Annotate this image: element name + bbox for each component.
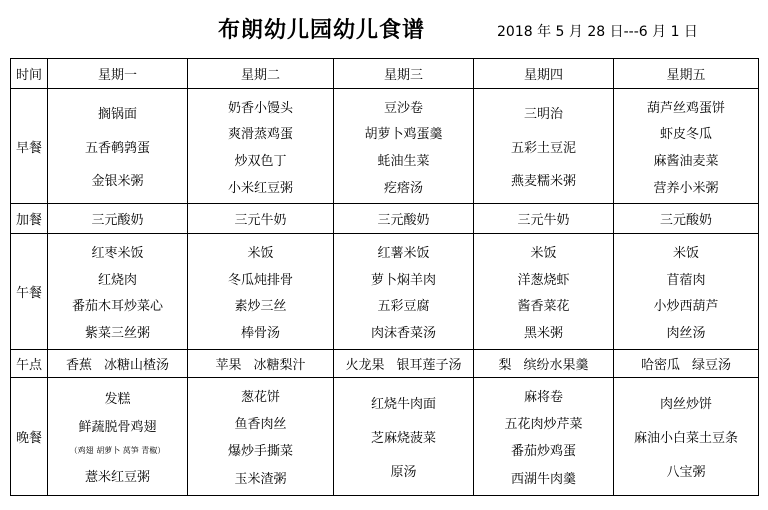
breakfast-wednesday bbox=[334, 89, 474, 204]
menu-item: 苜蓿肉 bbox=[666, 272, 706, 288]
menu-item: 蚝油生菜 bbox=[377, 153, 430, 169]
dinner-wednesday bbox=[334, 377, 474, 495]
menu-table bbox=[10, 58, 759, 496]
menu-item: 搁锅面 bbox=[97, 107, 137, 123]
menu-item: 冰糖山楂汤 bbox=[104, 357, 170, 373]
snack-thursday: 三元牛奶 bbox=[474, 204, 614, 234]
header-tuesday: 星期二 bbox=[188, 59, 334, 89]
menu-item: 红枣米饭 bbox=[91, 246, 144, 262]
menu-item: 素炒三丝 bbox=[234, 299, 287, 315]
snack-friday: 三元酸奶 bbox=[614, 204, 759, 234]
menu-item: 米饭 bbox=[247, 246, 274, 262]
menu-item: 玉米渣粥 bbox=[234, 471, 287, 487]
breakfast-thursday bbox=[474, 89, 614, 204]
menu-item: 虾皮冬瓜 bbox=[659, 127, 712, 143]
menu-item: 五彩土豆泥 bbox=[510, 140, 576, 156]
menu-item: 火龙果 bbox=[345, 357, 385, 373]
menu-item: 鱼香肉丝 bbox=[234, 417, 287, 433]
menu-item: 麻将卷 bbox=[523, 389, 563, 405]
date-range: 2018 年 5 月 28 日---6 月 1 日 bbox=[497, 24, 698, 40]
menu-item: 麻酱油麦菜 bbox=[653, 153, 719, 169]
menu-item: 棒骨汤 bbox=[240, 325, 280, 341]
menu-item: 香蕉 bbox=[65, 357, 92, 373]
menu-item: 芝麻烧菠菜 bbox=[370, 430, 436, 446]
menu-item: 绿豆汤 bbox=[692, 357, 732, 373]
row-label-lunch: 午餐 bbox=[11, 234, 48, 349]
menu-item: 肉丝汤 bbox=[666, 325, 706, 341]
row-label-dinner: 晚餐 bbox=[11, 377, 48, 495]
header-thursday: 星期四 bbox=[474, 59, 614, 89]
tea-monday bbox=[48, 349, 188, 377]
menu-item: 爽滑蒸鸡蛋 bbox=[227, 127, 293, 143]
header-friday: 星期五 bbox=[614, 59, 759, 89]
dinner-monday bbox=[48, 377, 188, 495]
tea-thursday bbox=[474, 349, 614, 377]
menu-item: 小米红豆粥 bbox=[227, 180, 293, 196]
menu-item: 番茄木耳炒菜心 bbox=[71, 299, 163, 315]
tea-friday bbox=[614, 349, 759, 377]
menu-item: 薏米红豆粥 bbox=[84, 470, 150, 486]
menu-item: 红烧肉 bbox=[97, 272, 137, 288]
lunch-friday bbox=[614, 234, 759, 349]
menu-item: 肉丝炒饼 bbox=[659, 396, 712, 412]
row-label-breakfast: 早餐 bbox=[11, 89, 48, 204]
menu-item: 肉沫香菜汤 bbox=[370, 325, 436, 341]
dinner-friday bbox=[614, 377, 759, 495]
menu-item: 黑米粥 bbox=[523, 325, 563, 341]
menu-item: 西湖牛肉羹 bbox=[510, 471, 576, 487]
menu-item: 五彩豆腐 bbox=[377, 299, 430, 315]
menu-item: 红薯米饭 bbox=[377, 246, 430, 262]
menu-item: 小炒西葫芦 bbox=[653, 299, 719, 315]
menu-item: 营养小米粥 bbox=[653, 180, 719, 196]
breakfast-tuesday bbox=[188, 89, 334, 204]
menu-item: 米饭 bbox=[530, 246, 557, 262]
lunch-row bbox=[11, 234, 759, 349]
header-wednesday: 星期三 bbox=[334, 59, 474, 89]
menu-item: 爆炒手撕菜 bbox=[227, 444, 293, 460]
menu-item: 红烧牛肉面 bbox=[370, 396, 436, 412]
menu-item: 葱花饼 bbox=[240, 389, 280, 405]
page-title: 布朗幼儿园幼儿食谱 bbox=[218, 18, 426, 43]
menu-item: 冰糖梨汁 bbox=[253, 357, 306, 373]
menu-item: 紫菜三丝粥 bbox=[84, 325, 150, 341]
menu-item: 金银米粥 bbox=[91, 174, 144, 189]
menu-item: 苹果 bbox=[215, 357, 242, 373]
menu-item: 炒双色丁 bbox=[234, 153, 287, 169]
lunch-tuesday bbox=[188, 234, 334, 349]
menu-item: 洋葱烧虾 bbox=[517, 272, 570, 288]
menu-item: 胡萝卜鸡蛋羹 bbox=[364, 127, 443, 143]
menu-item: 三明治 bbox=[523, 107, 563, 123]
snack-wednesday: 三元酸奶 bbox=[334, 204, 474, 234]
menu-item: 麻油小白菜土豆条 bbox=[633, 430, 738, 446]
menu-item: 梨 bbox=[498, 357, 512, 373]
breakfast-friday bbox=[614, 89, 759, 204]
header-time: 时间 bbox=[11, 59, 48, 89]
menu-item: 萝卜焖羊肉 bbox=[370, 272, 436, 288]
menu-item: 燕麦糯米粥 bbox=[510, 174, 576, 189]
tea-row bbox=[11, 349, 759, 377]
menu-item: 缤纷水果羹 bbox=[523, 357, 589, 373]
dinner-tuesday bbox=[188, 377, 334, 495]
menu-item: 葫芦丝鸡蛋饼 bbox=[646, 100, 725, 116]
menu-item: 哈密瓜 bbox=[640, 357, 680, 373]
menu-item: 米饭 bbox=[672, 246, 699, 262]
menu-item: 银耳莲子汤 bbox=[396, 357, 462, 373]
menu-item: 鲜蔬脱骨鸡翅 bbox=[78, 420, 157, 436]
menu-item: 奶香小馒头 bbox=[227, 100, 293, 116]
menu-item: 酱香菜花 bbox=[517, 299, 570, 315]
lunch-wednesday bbox=[334, 234, 474, 349]
menu-item: 八宝粥 bbox=[666, 464, 706, 480]
row-label-snack: 加餐 bbox=[11, 204, 48, 234]
snack-tuesday: 三元牛奶 bbox=[188, 204, 334, 234]
snack-monday: 三元酸奶 bbox=[48, 204, 188, 234]
menu-item: 冬瓜炖排骨 bbox=[227, 272, 293, 288]
snack-row bbox=[11, 204, 759, 234]
menu-item: 发糕 bbox=[104, 391, 131, 407]
header-monday: 星期一 bbox=[48, 59, 188, 89]
dinner-row bbox=[11, 377, 759, 495]
ingredient-note: （鸡翅 胡萝卜 莴笋 青椒） bbox=[69, 446, 166, 456]
tea-wednesday bbox=[334, 349, 474, 377]
menu-item: 豆沙卷 bbox=[383, 100, 423, 116]
menu-item: 原汤 bbox=[390, 464, 417, 480]
lunch-monday bbox=[48, 234, 188, 349]
lunch-thursday bbox=[474, 234, 614, 349]
menu-item: 五香鹌鹑蛋 bbox=[84, 140, 150, 156]
breakfast-row bbox=[11, 89, 759, 204]
menu-item: 疙瘩汤 bbox=[383, 180, 423, 196]
tea-tuesday bbox=[188, 349, 334, 377]
header-row bbox=[11, 59, 759, 89]
dinner-thursday bbox=[474, 377, 614, 495]
breakfast-monday bbox=[48, 89, 188, 204]
menu-item: 五花肉炒芹菜 bbox=[504, 417, 583, 433]
row-label-tea: 午点 bbox=[11, 349, 48, 377]
menu-item: 番茄炒鸡蛋 bbox=[510, 444, 576, 460]
